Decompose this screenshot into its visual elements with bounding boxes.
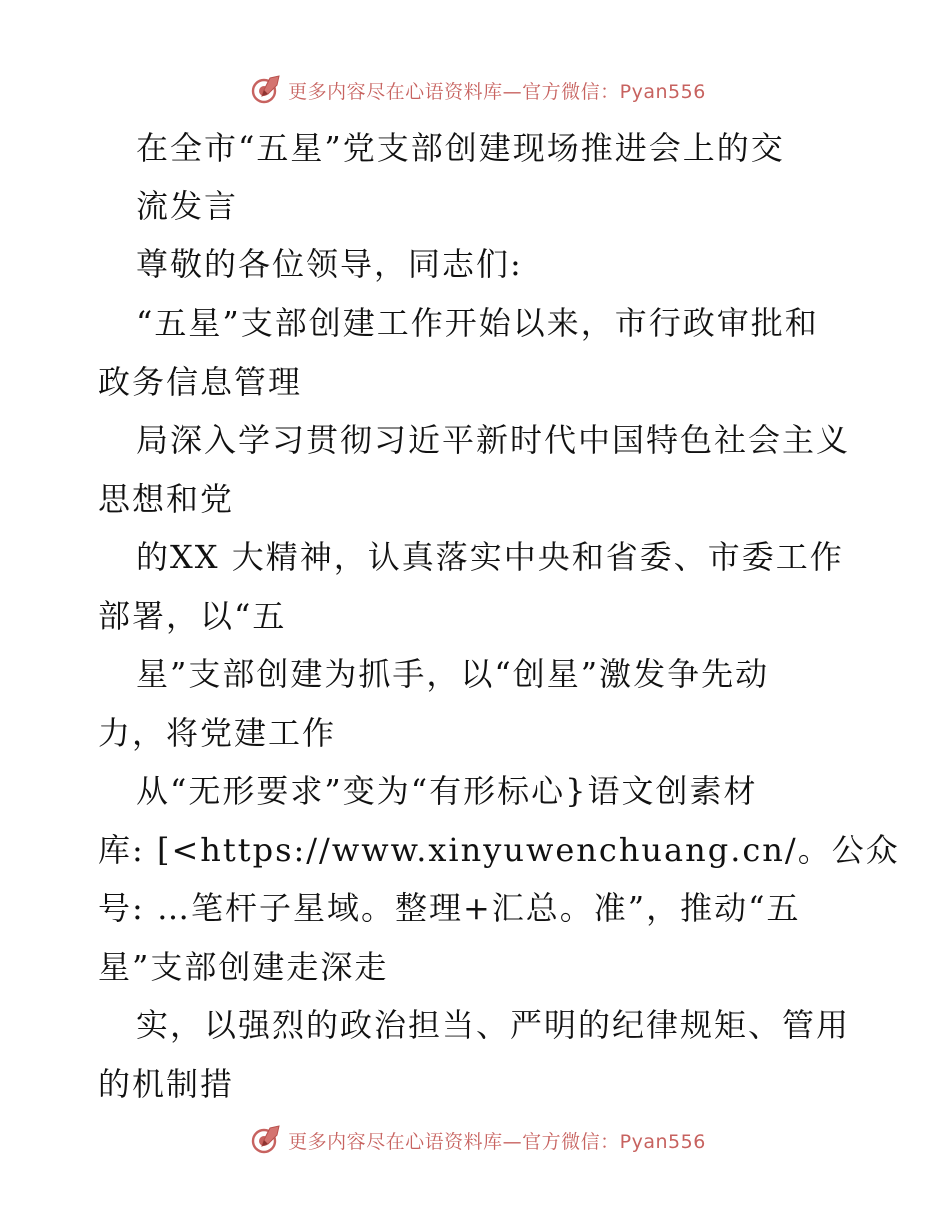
- header-watermark: [0, 70, 950, 110]
- doc-line: 局深入学习贯彻习近平新时代中国特色社会主义: [136, 421, 851, 459]
- doc-line: “五星”支部创建工作开始以来，市行政审批和: [136, 304, 819, 342]
- doc-line: 尊敬的各位领导，同志们:: [136, 245, 523, 283]
- doc-line: 星”支部创建走深走: [98, 948, 389, 986]
- watermark-text: 更多内容尽在心语资料库—官方微信：Pyan556: [288, 1130, 706, 1153]
- doc-line: 实，以强烈的政治担当、严明的纪律规矩、管用: [136, 1006, 851, 1044]
- doc-line: 部署，以“五: [98, 597, 287, 635]
- doc-line: 号: …笔杆子星域。整理+汇总。准”，推动“五: [98, 889, 801, 927]
- watermark-text: 更多内容尽在心语资料库—官方微信：Pyan556: [288, 80, 706, 103]
- doc-line: 从“无形要求”变为“有形标心}语文创素材: [136, 772, 758, 810]
- doc-line: 流发言: [136, 187, 239, 225]
- pen-seal-logo-icon: [250, 1124, 282, 1156]
- footer-watermark: [0, 1120, 950, 1160]
- doc-line: 力，将党建工作: [98, 714, 337, 752]
- pen-seal-logo-icon: [250, 74, 282, 106]
- doc-line: 库: [<https://www.xinyuwenchuang.cn/。公众: [98, 831, 900, 869]
- doc-line: 在全市“五星”党支部创建现场推进会上的交: [136, 129, 785, 167]
- doc-line: 的机制措: [98, 1065, 235, 1103]
- doc-line: 政务信息管理: [98, 363, 303, 401]
- doc-line: 星”支部创建为抓手，以“创星”激发争先动: [136, 655, 770, 693]
- doc-line: 的XX 大精神，认真落实中央和省委、市委工作: [136, 538, 844, 576]
- doc-line: 思想和党: [98, 480, 235, 518]
